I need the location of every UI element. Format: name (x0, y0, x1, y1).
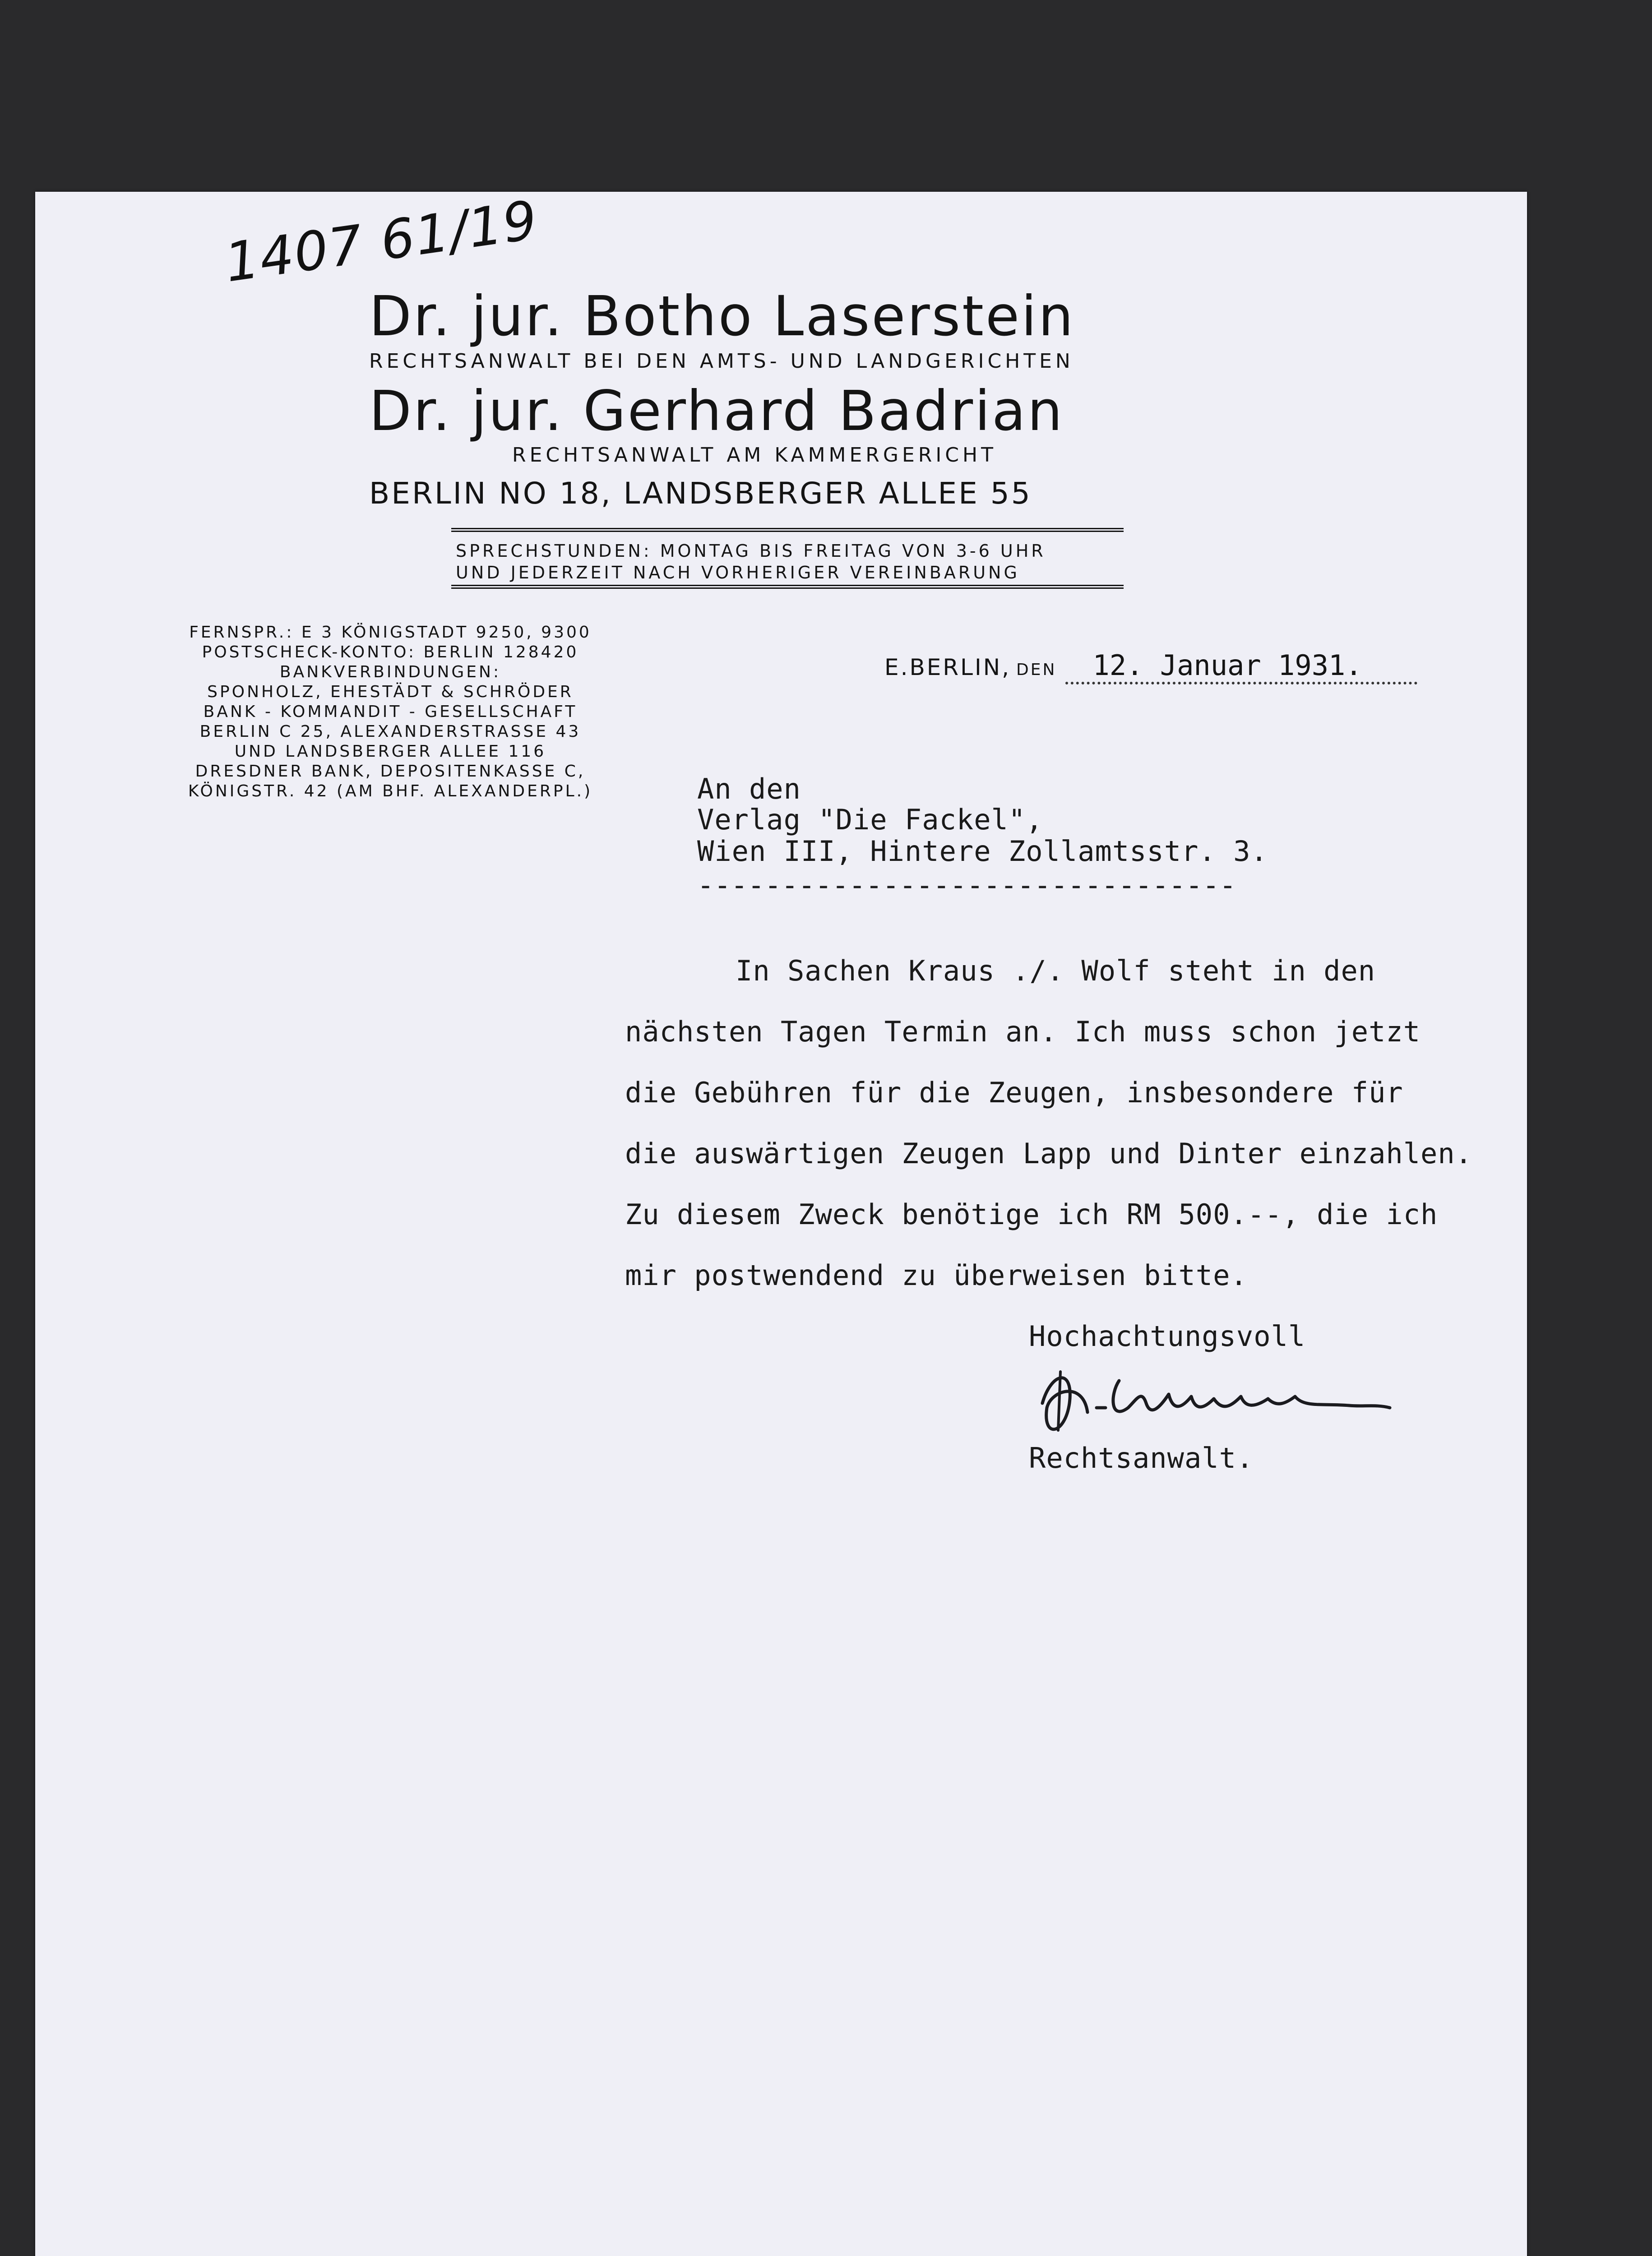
body-line: In Sachen Kraus ./. Wolf steht in den (736, 954, 1376, 987)
letterhead-name-laserstein: Dr. jur. Botho Laserstein (369, 284, 1075, 348)
letterhead-subtitle-2: RECHTSANWALT AM KAMMERGERICHT (512, 444, 997, 467)
contact-bank-column (147, 623, 634, 801)
date-value: 12. Januar 1931. (1065, 649, 1417, 684)
body-line: mir postwendend zu überweisen bitte. (625, 1259, 1248, 1292)
closing: Hochachtungsvoll (1029, 1320, 1306, 1353)
recipient-line: An den (697, 772, 801, 805)
signer-title: Rechtsanwalt. (1029, 1442, 1254, 1475)
body-line: die auswärtigen Zeugen Lapp und Dinter einzahlen. (625, 1137, 1473, 1170)
bank-line: BERLIN C 25, ALEXANDERSTRASSE 43 (199, 722, 581, 741)
body-line: Zu diesem Zweck benötige ich RM 500.--, die ich (625, 1198, 1438, 1231)
phone-line: FERNSPR.: E 3 KÖNIGSTADT 9250, 9300 (189, 623, 592, 642)
office-hours-line-1: SPRECHSTUNDEN: MONTAG BIS FREITAG VON 3-6 UHR (456, 541, 1046, 561)
office-hours-box (451, 528, 1124, 589)
date-line (884, 649, 1417, 684)
bank-line: BANK - KOMMANDIT - GESELLSCHAFT (203, 703, 578, 721)
letterhead-subtitle-1: RECHTSANWALT BEI DEN AMTS- UND LANDGERICHTEN (369, 350, 1074, 373)
recipient-line: Wien III, Hintere Zollamtsstr. 3. (697, 835, 1268, 868)
office-hours-line-2: UND JEDERZEIT NACH VORHERIGER VEREINBARUNG (456, 563, 1020, 582)
archive-number: 1407 61/19 (221, 188, 542, 294)
body-line: nächsten Tagen Termin an. Ich muss schon jetzt (625, 1015, 1421, 1048)
letterhead-name-badrian: Dr. jur. Gerhard Badrian (369, 379, 1064, 443)
date-place: E.BERLIN, (884, 654, 1011, 680)
bank-heading: BANKVERBINDUNGEN: (279, 663, 501, 681)
date-den-label: DEN (1016, 661, 1057, 679)
handwritten-signature (1033, 1354, 1394, 1453)
postal-check-line: POSTSCHECK-KONTO: BERLIN 128420 (202, 643, 579, 661)
recipient-line: Verlag "Die Fackel", (697, 803, 1043, 836)
letterhead-address: BERLIN NO 18, LANDSBERGER ALLEE 55 (369, 476, 1032, 511)
bank-line: DRESDNER BANK, DEPOSITENKASSE C, (195, 762, 586, 781)
bank-line: KÖNIGSTR. 42 (AM BHF. ALEXANDERPL.) (188, 782, 593, 800)
body-line: die Gebühren für die Zeugen, insbesondere für (625, 1076, 1403, 1109)
bank-line: UND LANDSBERGER ALLEE 116 (234, 742, 546, 761)
recipient-rule: -------------------------------- (697, 869, 1236, 901)
bank-line: SPONHOLZ, EHESTÄDT & SCHRÖDER (207, 683, 574, 701)
